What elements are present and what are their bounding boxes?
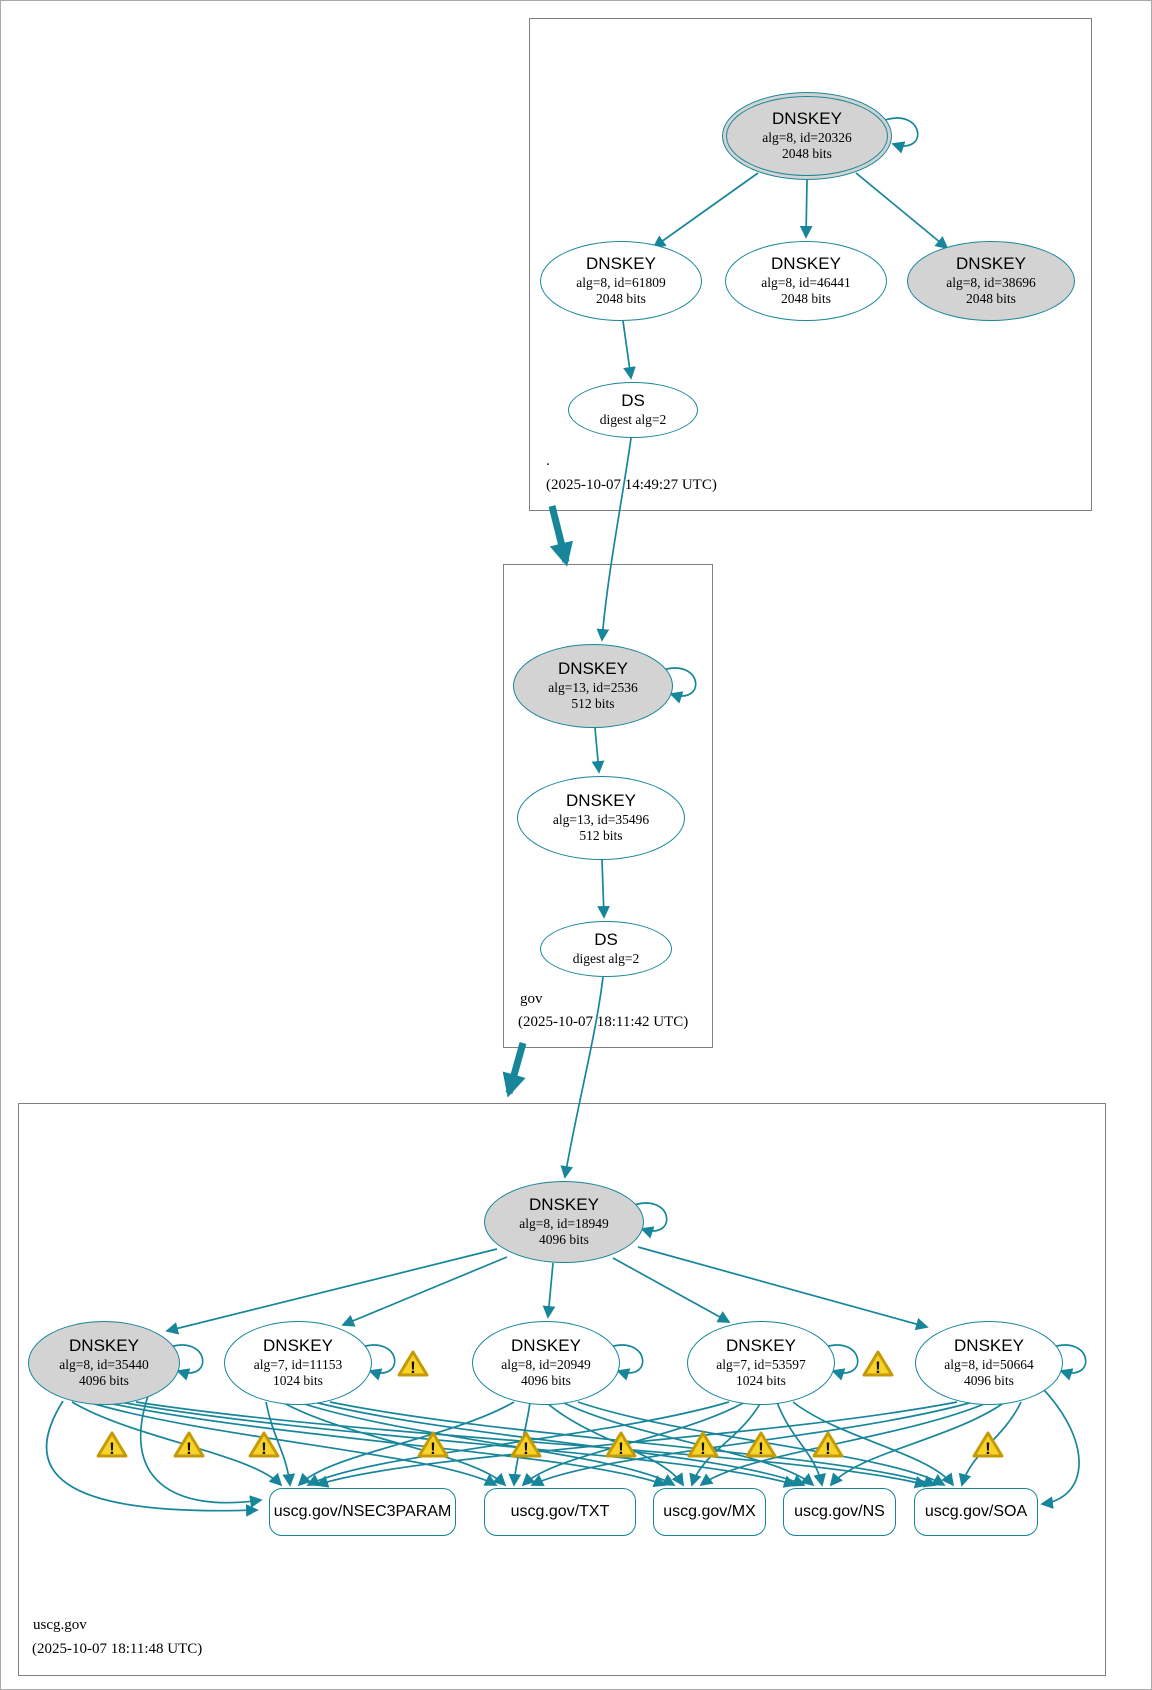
node-detail: alg=8, id=61809 [576,274,666,290]
rrset-ns[interactable] [783,1488,896,1536]
dnskey-node-35440[interactable] [28,1321,180,1405]
warning-icon [687,1430,719,1459]
node-title: DNSKEY [586,254,656,274]
node-title: DNSKEY [771,254,841,274]
node-title: DS [594,930,618,950]
node-detail: alg=8, id=46441 [761,274,851,290]
node-detail: digest alg=2 [599,412,667,428]
node-detail: alg=8, id=38696 [946,274,1036,290]
node-detail: alg=8, id=20326 [762,129,852,145]
node-detail: 512 bits [571,696,615,712]
node-title: DNSKEY [558,659,628,679]
rrset-mx[interactable] [653,1488,766,1536]
node-title: DNSKEY [956,254,1026,274]
dnskey-node-11153[interactable] [224,1321,372,1405]
zone-timestamp-uscg-gov: (2025-10-07 18:11:48 UTC) [32,1641,203,1657]
node-detail: alg=13, id=2536 [548,679,638,695]
node-detail: 2048 bits [782,146,832,162]
node-title: DNSKEY [726,1336,796,1356]
node-detail: alg=8, id=18949 [519,1215,609,1231]
warning-icon [745,1430,777,1459]
rrset-label: uscg.gov/NS [794,1503,885,1520]
svg-text:!: ! [985,1439,991,1458]
warning-icon [510,1430,542,1459]
ds-node-gov[interactable] [540,921,672,977]
node-title: DNSKEY [954,1336,1024,1356]
svg-text:!: ! [430,1439,436,1458]
dnskey-node-2536[interactable] [513,644,673,728]
node-detail: 4096 bits [521,1373,571,1389]
rrset-soa[interactable] [914,1488,1038,1536]
svg-text:!: ! [523,1439,529,1458]
node-title: DNSKEY [69,1336,139,1356]
svg-text:!: ! [825,1439,831,1458]
dnskey-node-20326[interactable] [722,92,892,180]
rrset-label: uscg.gov/NSEC3PARAM [273,1503,452,1520]
dnskey-node-38696[interactable] [907,241,1075,321]
rrset-txt[interactable] [484,1488,636,1536]
node-title: DNSKEY [566,791,636,811]
node-detail: 4096 bits [964,1373,1014,1389]
warning-icon [972,1430,1004,1459]
node-detail: alg=13, id=35496 [552,811,650,827]
dnskey-node-46441[interactable] [725,241,887,321]
svg-text:!: ! [758,1439,764,1458]
ds-node-root[interactable] [568,382,698,438]
node-title: DNSKEY [511,1336,581,1356]
svg-text:!: ! [700,1439,706,1458]
node-detail: alg=8, id=20949 [501,1356,591,1372]
node-detail: 4096 bits [79,1373,129,1389]
node-title: DNSKEY [529,1195,599,1215]
node-title: DNSKEY [263,1336,333,1356]
warning-icon [173,1430,205,1459]
node-detail: 2048 bits [596,291,646,307]
svg-text:!: ! [261,1439,267,1458]
warning-icon [605,1430,637,1459]
rrset-label: uscg.gov/TXT [510,1503,610,1520]
node-detail: 2048 bits [781,291,831,307]
node-title: DNSKEY [772,109,842,129]
warning-icon [248,1430,280,1459]
node-detail: 2048 bits [966,291,1016,307]
dnskey-node-50664[interactable] [915,1321,1063,1405]
warning-icon [812,1430,844,1459]
node-detail: 1024 bits [736,1373,786,1389]
node-detail: 4096 bits [539,1232,589,1248]
dnskey-node-53597[interactable] [687,1321,835,1405]
warning-icon [96,1430,128,1459]
zone-timestamp-gov: (2025-10-07 18:11:42 UTC) [518,1014,689,1030]
svg-text:!: ! [875,1358,881,1377]
svg-text:!: ! [618,1439,624,1458]
node-detail: alg=7, id=53597 [716,1356,806,1372]
rrset-label: uscg.gov/SOA [924,1503,1028,1520]
zone-label-root: . [546,453,550,469]
zone-label-uscg-gov: uscg.gov [33,1617,87,1633]
warning-icon [397,1349,429,1378]
svg-text:!: ! [186,1439,192,1458]
warning-icon [862,1349,894,1378]
dnskey-node-18949[interactable] [484,1181,644,1263]
zone-timestamp-root: (2025-10-07 14:49:27 UTC) [546,477,717,493]
dnskey-node-61809[interactable] [540,241,702,321]
node-detail: digest alg=2 [572,951,640,967]
node-detail: 512 bits [579,828,623,844]
rrset-label: uscg.gov/MX [663,1503,756,1520]
warning-icon [417,1430,449,1459]
node-detail: alg=8, id=50664 [944,1356,1034,1372]
rrset-nsec3param[interactable] [269,1488,456,1536]
dnskey-node-35496[interactable] [517,776,685,860]
node-detail: alg=8, id=35440 [59,1356,149,1372]
zone-label-gov: gov [520,991,543,1007]
svg-text:!: ! [109,1439,115,1458]
svg-text:!: ! [410,1358,416,1377]
node-detail: alg=7, id=11153 [253,1356,343,1372]
node-detail: 1024 bits [273,1373,323,1389]
dnskey-node-20949[interactable] [472,1321,620,1405]
node-title: DS [621,391,645,411]
